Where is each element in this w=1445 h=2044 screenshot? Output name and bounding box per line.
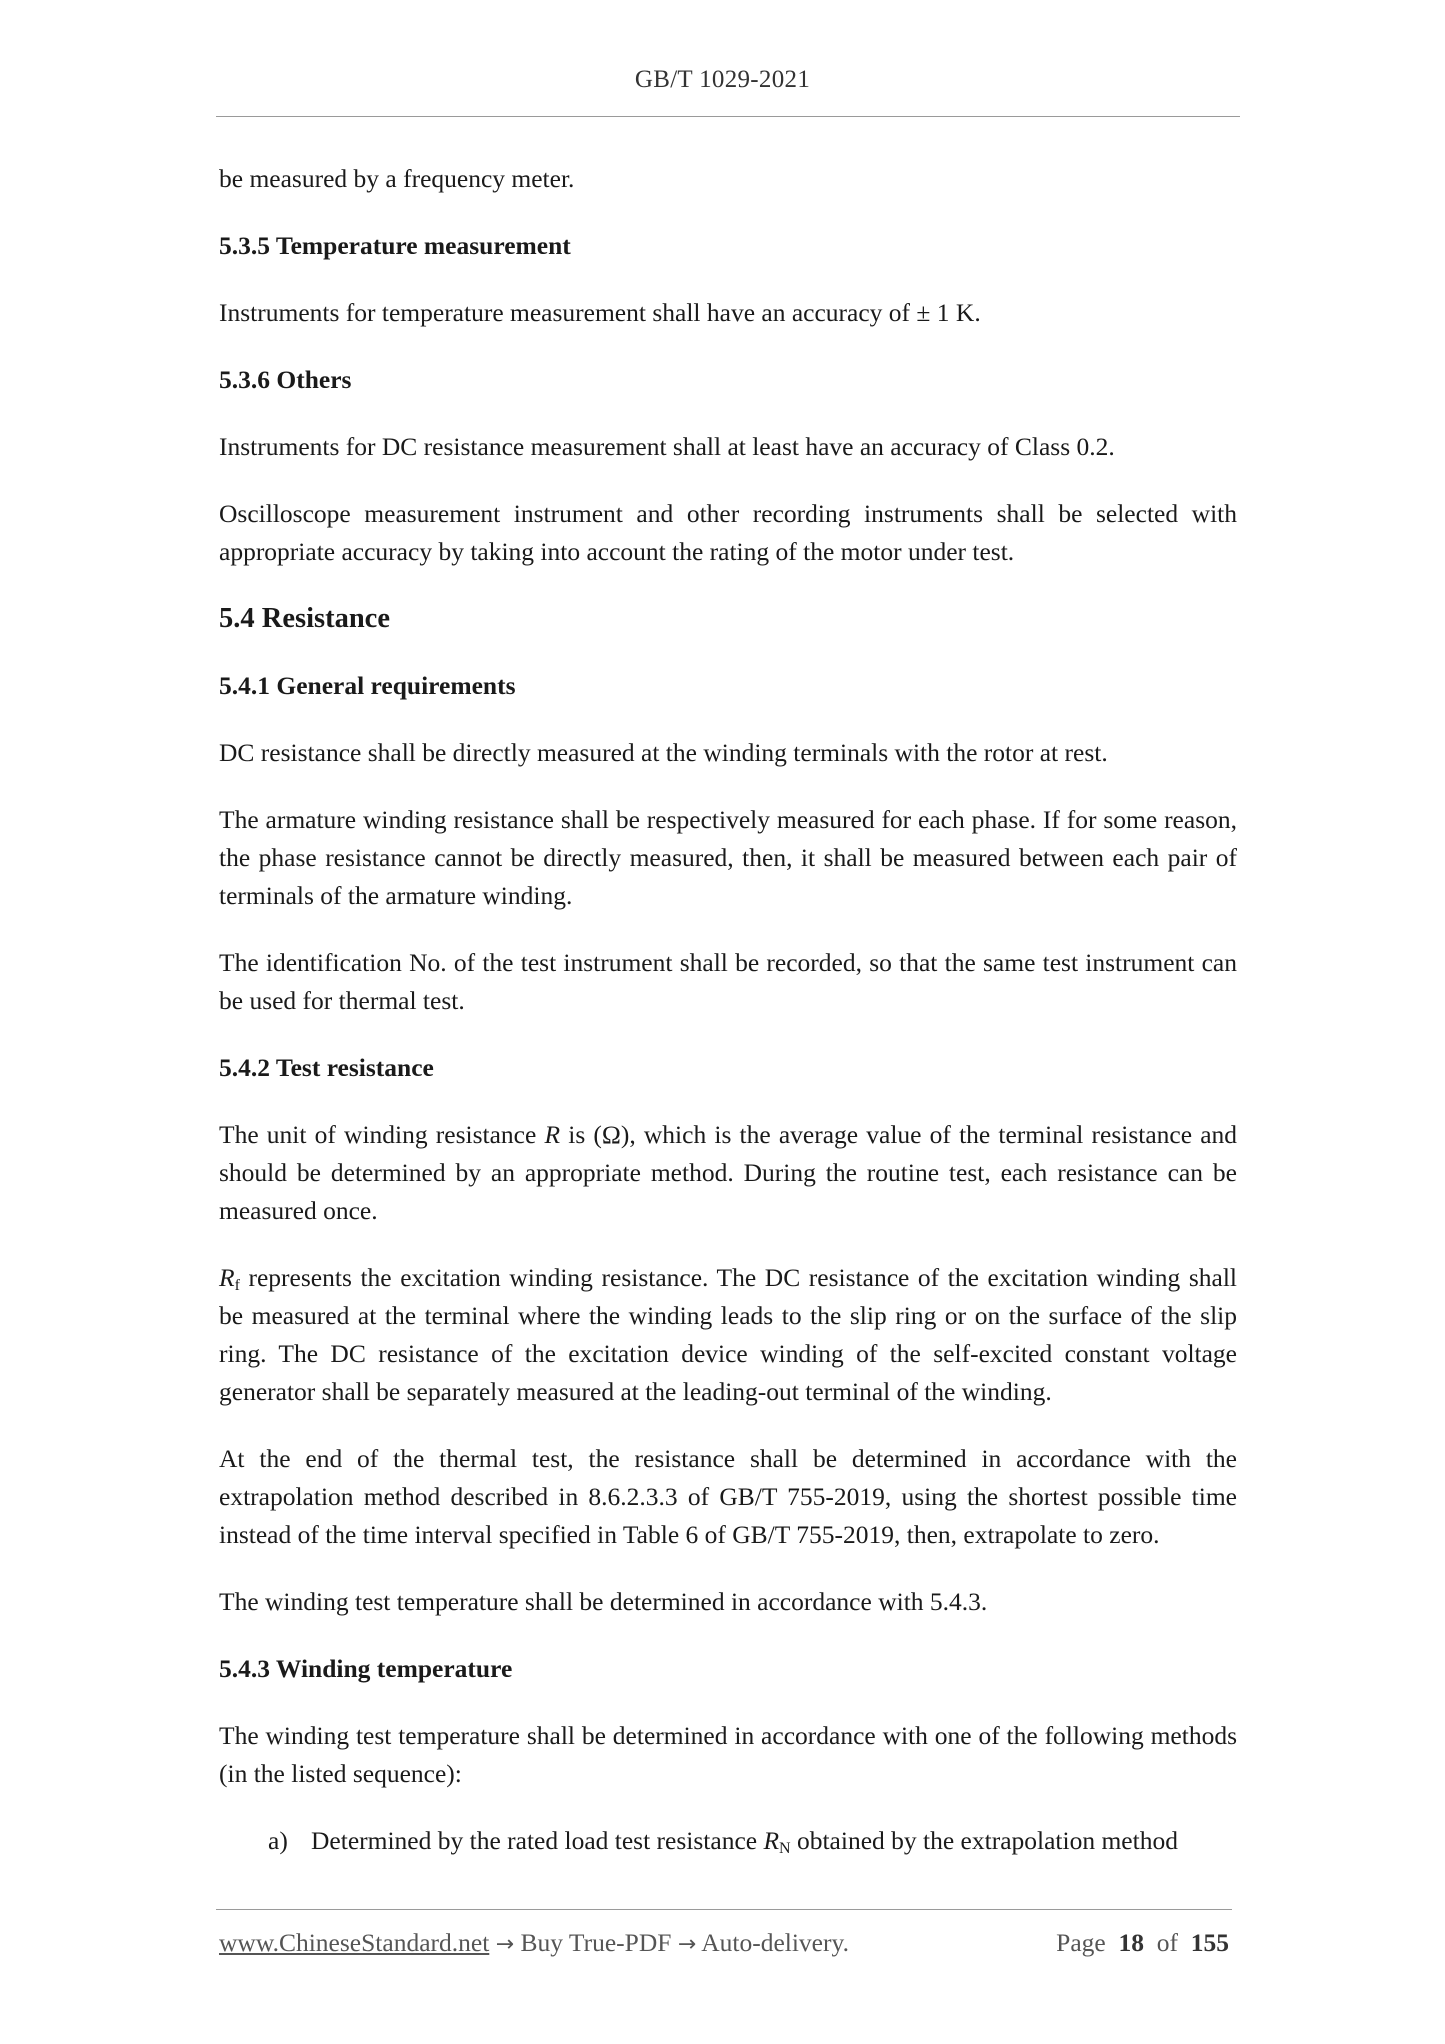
arrow-right-icon: → (677, 1932, 697, 1957)
section-heading-5-4-1: 5.4.1 General requirements (219, 671, 516, 700)
paragraph: The armature winding resistance shall be respectively measured for each phase. If for some reason, the phase resistance cannot be directly measured, then, it shall be measured between each pair of terminals of the armature winding. (219, 805, 1237, 910)
website-link[interactable]: www.ChineseStandard.net (219, 1928, 490, 1957)
symbol-r: R (219, 1263, 235, 1292)
section-heading-5-4-2: 5.4.2 Test resistance (219, 1053, 434, 1082)
paragraph: The winding test temperature shall be determined in accordance with 5.4.3. (219, 1587, 988, 1616)
paragraph: be measured by a frequency meter. (219, 164, 575, 193)
list-item-text (311, 1822, 1237, 1860)
paragraph: The winding test temperature shall be determined in accordance with one of the following methods (in the listed sequence): (219, 1721, 1237, 1788)
symbol-subscript: f (234, 1277, 240, 1294)
section-heading-5-4: 5.4 Resistance (219, 603, 390, 634)
of-label: of (1156, 1928, 1178, 1957)
total-pages: 155 (1190, 1928, 1229, 1957)
text-span: Determined by the rated load test resistance (311, 1826, 758, 1855)
section-heading-5-3-5: 5.3.5 Temperature measurement (219, 231, 571, 260)
page-label: Page (1056, 1928, 1106, 1957)
list-item (219, 1822, 1237, 1860)
paragraph: Instruments for DC resistance measurement shall at least have an accuracy of Class 0.2. (219, 432, 1115, 461)
header-divider (216, 116, 1240, 117)
paragraph: Oscilloscope measurement instrument and other recording instruments shall be selected with appropriate accuracy by taking into account the rating of the motor under test. (219, 499, 1237, 566)
section-heading-5-4-3: 5.4.3 Winding temperature (219, 1654, 513, 1683)
text-span: represents the excitation winding resistance. The DC resistance of the excitation winding shall be measured at the terminal where the winding leads to the slip ring or on the surface of the slip ring. The DC resistance of the excitation device winding of the self-excited constant voltage generator shall be separately measured at the leading-out terminal of the winding. (219, 1263, 1237, 1406)
symbol-r: R (763, 1826, 780, 1855)
text-span: The unit of winding resistance (219, 1120, 537, 1149)
paragraph: DC resistance shall be directly measured at the winding terminals with the rotor at rest. (219, 738, 1108, 767)
text-span: obtained by the extrapolation method (796, 1826, 1178, 1855)
paragraph: Instruments for temperature measurement shall have an accuracy of ± 1 K. (219, 298, 981, 327)
paragraph: At the end of the thermal test, the resistance shall be determined in accordance with the extrapolation method described in 8.6.2.3.3 of GB/T 755-2019, using the shortest possible time instead of the time interval specified in Table 6 of GB/T 755-2019, then, extrapolate to zero. (219, 1444, 1237, 1549)
footer-promo (219, 1928, 849, 1958)
section-heading-5-3-6: 5.3.6 Others (219, 365, 352, 394)
paragraph: The identification No. of the test instrument shall be recorded, so that the same test instrument can be used for thermal test. (219, 948, 1237, 1015)
footer-divider (216, 1909, 1232, 1910)
delivery-text: Auto-delivery. (701, 1928, 849, 1957)
buy-text: Buy True-PDF (520, 1928, 672, 1957)
paragraph (219, 1116, 1237, 1230)
page-number (1056, 1928, 1229, 1958)
page-header-title: GB/T 1029-2021 (634, 66, 811, 93)
arrow-right-icon: → (495, 1932, 515, 1957)
current-page: 18 (1118, 1928, 1144, 1957)
list-marker: a) (268, 1826, 288, 1855)
document-body (219, 160, 1237, 1860)
text-span: is (Ω), which is the average value of the terminal resistance and should be determined by an appropriate method. During the routine test, each resistance can be measured once. (219, 1120, 1238, 1225)
paragraph (219, 1259, 1237, 1411)
symbol-r: R (544, 1120, 561, 1149)
symbol-subscript: N (779, 1840, 791, 1857)
